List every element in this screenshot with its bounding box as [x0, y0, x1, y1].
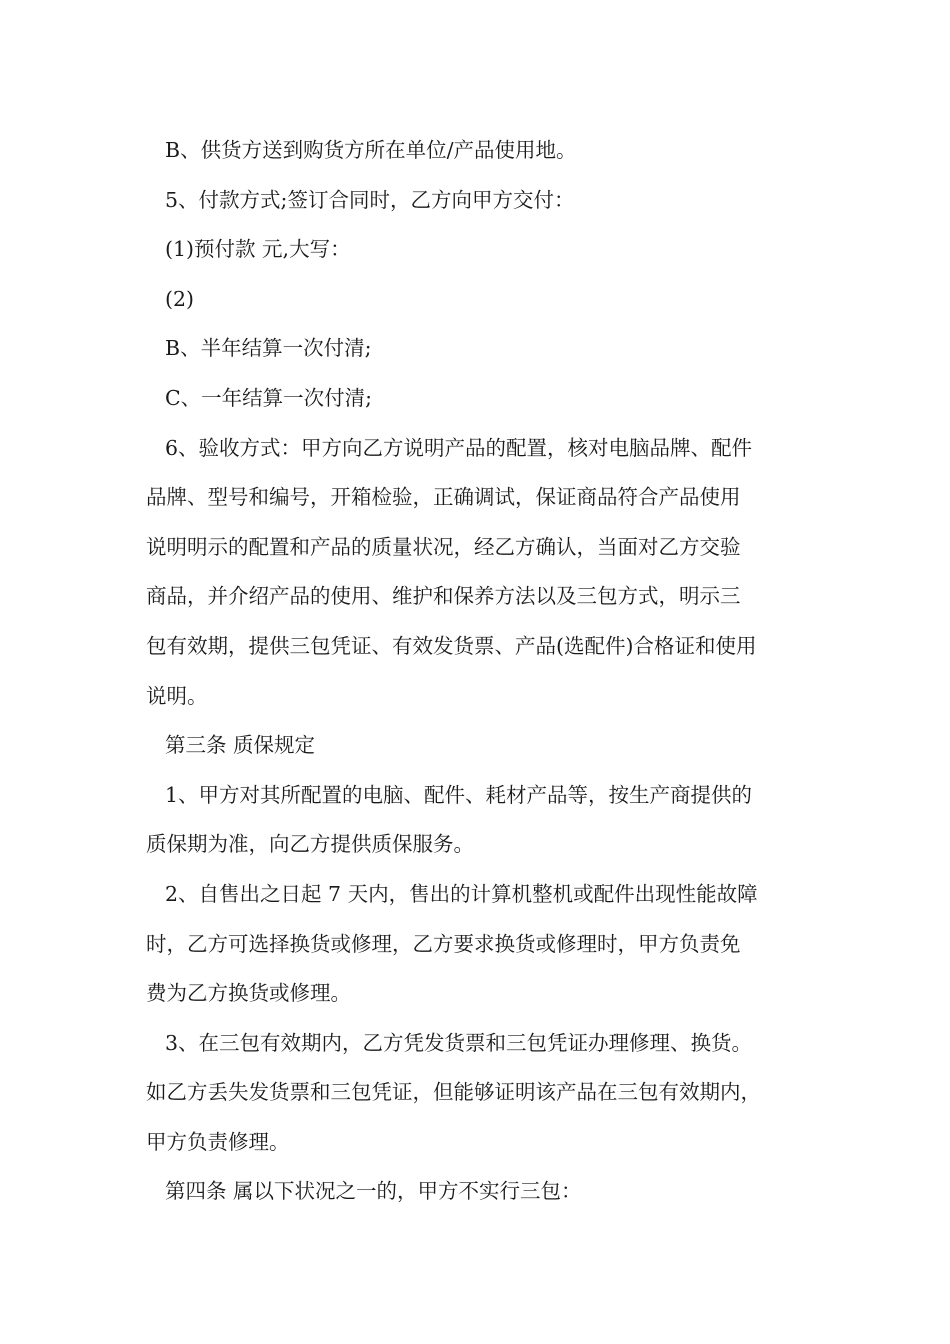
- paragraph-line: 3、在三包有效期内，乙方凭发货票和三包凭证办理修理、换货。: [165, 1030, 753, 1055]
- paragraph-line: 品牌、型号和编号，开箱检验，正确调试，保证商品符合产品使用: [146, 485, 741, 510]
- paragraph-line: 商品，并介绍产品的使用、维护和保养方法以及三包方式，明示三: [146, 584, 741, 609]
- paragraph-line: 如乙方丢失发货票和三包凭证，但能够证明该产品在三包有效期内，: [146, 1080, 761, 1105]
- paragraph-line: B、供货方送到购货方所在单位/产品使用地。: [165, 138, 577, 162]
- paragraph-line: 费为乙方换货或修理。: [146, 981, 351, 1006]
- paragraph-line: 包有效期，提供三包凭证、有效发货票、产品(选配件)合格证和使用: [146, 633, 757, 658]
- paragraph-line: 5、付款方式;签订合同时，乙方向甲方交付：: [165, 187, 575, 212]
- paragraph-line: 6、验收方式：甲方向乙方说明产品的配置，核对电脑品牌、配件: [165, 435, 753, 460]
- paragraph-line: (1)预付款 元,大写：: [165, 237, 351, 262]
- document-body: [146, 126, 814, 1217]
- section-heading: 第三条 质保规定: [165, 733, 316, 758]
- paragraph-line: 2、自售出之日起 7 天内，售出的计算机整机或配件出现性能故障: [165, 881, 758, 906]
- paragraph-line: 时，乙方可选择换货或修理，乙方要求换货或修理时，甲方负责免: [146, 931, 741, 956]
- paragraph-line: C、一年结算一次付清;: [165, 385, 373, 410]
- paragraph-line: B、半年结算一次付清;: [165, 336, 372, 361]
- paragraph-line: 质保期为准，向乙方提供质保服务。: [146, 832, 474, 857]
- paragraph-line: 甲方负责修理。: [146, 1129, 290, 1154]
- paragraph-line: 说明。: [146, 683, 208, 708]
- paragraph-line: 1、甲方对其所配置的电脑、配件、耗材产品等，按生产商提供的: [165, 782, 753, 807]
- paragraph-line: 说明明示的配置和产品的质量状况，经乙方确认，当面对乙方交验: [146, 534, 741, 559]
- paragraph-line: (2): [165, 286, 195, 311]
- section-heading: 第四条 属以下状况之一的，甲方不实行三包：: [165, 1179, 582, 1204]
